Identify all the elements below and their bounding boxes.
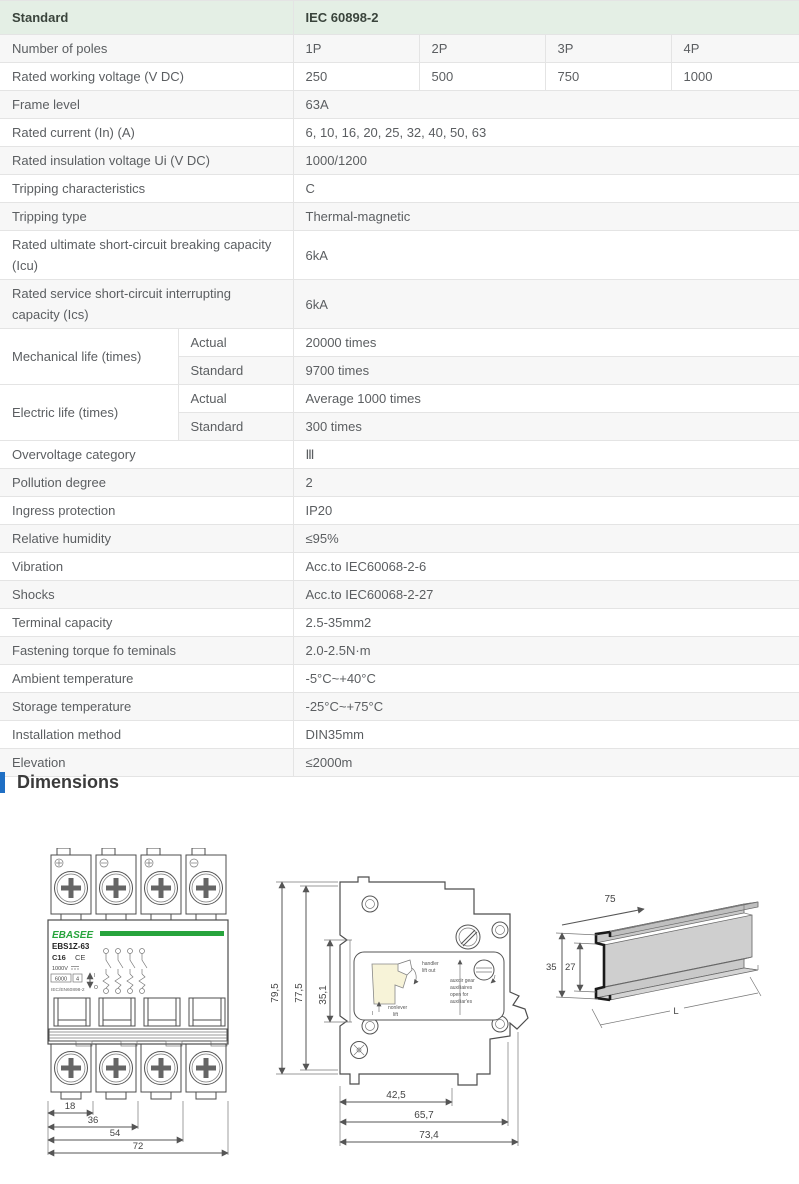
standard-small-text: IEC/EN60898-2 [51, 988, 85, 993]
row-group-label: Electric life (times) [0, 385, 178, 441]
table-row-voltage [0, 63, 799, 91]
table-row [0, 91, 799, 119]
top-terminals [51, 848, 226, 920]
row-label: Rated ultimate short-circuit breaking capacity (Icu) [0, 231, 293, 280]
table-row [0, 665, 799, 693]
row-label: Tripping characteristics [0, 175, 293, 203]
row-sub-label: Actual [178, 329, 293, 357]
row-label: Rated service short-circuit interrupting capacity (Ics) [0, 280, 293, 329]
row-label: Ingress protection [0, 497, 293, 525]
din-rail-drawing [540, 875, 795, 1040]
row-label: Overvoltage category [0, 441, 293, 469]
row-sub-label: Actual [178, 385, 293, 413]
dim-label: 36 [87, 1115, 99, 1126]
row-value: 1P [293, 35, 419, 63]
dim-label: 35,1 [318, 985, 329, 1005]
row-value: 1000/1200 [293, 147, 799, 175]
accent-bar-icon [0, 772, 5, 793]
table-row [0, 441, 799, 469]
row-value: ≤95% [293, 525, 799, 553]
table-row [0, 497, 799, 525]
header-label: Standard [0, 1, 293, 35]
row-value: 750 [545, 63, 671, 91]
brand-logo: EBASEE [52, 930, 94, 941]
dim-label: 72 [132, 1141, 144, 1152]
row-value: 2 [293, 469, 799, 497]
dim-label: 35 [546, 962, 557, 973]
front-width-dimensions [48, 1101, 228, 1155]
row-value: -25°C~+75°C [293, 693, 799, 721]
row-label: Rated insulation voltage Ui (V DC) [0, 147, 293, 175]
row-label: Fastening torque fo teminals [0, 637, 293, 665]
row-label: Rated working voltage (V DC) [0, 63, 293, 91]
row-value: 300 times [293, 413, 799, 441]
voltage-rating: 1000V [52, 966, 68, 972]
breaker-front-view-drawing [42, 848, 242, 1158]
row-value: 2.0-2.5N·m [293, 637, 799, 665]
row-label: Frame level [0, 91, 293, 119]
micro-text: open for [450, 992, 469, 998]
row-label: Vibration [0, 553, 293, 581]
row-value: Acc.to IEC60068-2-6 [293, 553, 799, 581]
table-row [0, 721, 799, 749]
row-value: 6kA [293, 280, 799, 329]
header-value: IEC 60898-2 [293, 1, 799, 35]
dim-label: 18 [64, 1101, 76, 1112]
dim-label: 27 [565, 962, 576, 973]
micro-text: handler [422, 961, 439, 967]
row-value: 63A [293, 91, 799, 119]
table-row-mech-life [0, 329, 799, 357]
row-label: Elevation [0, 749, 293, 777]
table-header-row [0, 1, 799, 35]
screw-cross-icon [151, 878, 171, 898]
row-group-label: Mechanical life (times) [0, 329, 178, 385]
current-rating: C16 [52, 953, 66, 962]
row-label: Shocks [0, 581, 293, 609]
table-row [0, 609, 799, 637]
dim-label: 65,7 [414, 1110, 434, 1121]
row-value: C [293, 175, 799, 203]
micro-text: lift [393, 1012, 398, 1018]
off-label: O [94, 985, 98, 991]
row-label: Installation method [0, 721, 293, 749]
table-row-poles [0, 35, 799, 63]
row-value: 2.5-35mm2 [293, 609, 799, 637]
dim-label: 73,4 [419, 1130, 439, 1141]
bottom-terminals [51, 1044, 226, 1099]
row-value: Acc.to IEC60068-2-27 [293, 581, 799, 609]
table-row [0, 693, 799, 721]
section-dimensions-heading [0, 772, 119, 793]
table-row [0, 175, 799, 203]
micro-text: auxiliar'es [450, 999, 473, 1005]
screw-cross-icon [61, 878, 81, 898]
model-number: EBS1Z-63 [52, 942, 90, 951]
row-value: 6kA [293, 231, 799, 280]
dim-label: 77,5 [294, 983, 305, 1003]
dim-label: L [673, 1006, 679, 1017]
row-value: 250 [293, 63, 419, 91]
table-row [0, 637, 799, 665]
table-row [0, 749, 799, 777]
row-sub-label: Standard [178, 357, 293, 385]
table-row [0, 203, 799, 231]
table-row [0, 231, 799, 280]
row-value: 9700 times [293, 357, 799, 385]
row-label: Terminal capacity [0, 609, 293, 637]
row-value: 20000 times [293, 329, 799, 357]
table-row [0, 280, 799, 329]
micro-text: lift out [422, 968, 436, 974]
row-value: 2P [419, 35, 545, 63]
micro-text: auxcir gear [450, 978, 475, 984]
row-label: Relative humidity [0, 525, 293, 553]
row-label: Tripping type [0, 203, 293, 231]
table-row [0, 469, 799, 497]
breaking-capacity-box: 6000 [54, 976, 68, 983]
micro-text: nonlever [388, 1005, 408, 1011]
breaker-side-view-drawing [262, 852, 530, 1152]
row-value: DIN35mm [293, 721, 799, 749]
row-value: ≤2000m [293, 749, 799, 777]
row-label: Number of poles [0, 35, 293, 63]
row-label: Rated current (In) (A) [0, 119, 293, 147]
row-sub-label: Standard [178, 413, 293, 441]
section-title: Dimensions [17, 772, 120, 792]
rail-body [596, 902, 758, 1000]
dim-label: 79,5 [270, 983, 281, 1003]
energy-class-box: 4 [75, 976, 80, 983]
screw-cross-icon [196, 878, 216, 898]
row-value: 6, 10, 16, 20, 25, 32, 40, 50, 63 [293, 119, 799, 147]
row-value: 1000 [671, 63, 799, 91]
brand-bar [100, 931, 224, 936]
row-value: Thermal-magnetic [293, 203, 799, 231]
row-label: Ambient temperature [0, 665, 293, 693]
dim-label: 42,5 [386, 1090, 406, 1101]
instruction-label [354, 952, 504, 1020]
screw-cross-icon [106, 878, 126, 898]
table-row [0, 525, 799, 553]
row-value: 4P [671, 35, 799, 63]
table-row [0, 553, 799, 581]
on-label: I [94, 973, 96, 979]
table-row [0, 581, 799, 609]
row-value: Ⅲ [293, 441, 799, 469]
micro-on-label: I [372, 1011, 374, 1017]
row-value: -5°C~+40°C [293, 665, 799, 693]
row-label: Storage temperature [0, 693, 293, 721]
row-value: Average 1000 times [293, 385, 799, 413]
table-row-electric-life [0, 385, 799, 413]
table-row [0, 119, 799, 147]
ce-mark: CE [75, 953, 86, 962]
dim-label: 54 [109, 1128, 121, 1139]
row-value: 3P [545, 35, 671, 63]
table-row [0, 147, 799, 175]
row-label: Pollution degree [0, 469, 293, 497]
row-value: 500 [419, 63, 545, 91]
micro-text: auxiliaires [450, 985, 473, 991]
row-value: IP20 [293, 497, 799, 525]
dim-label: 75 [604, 894, 616, 905]
